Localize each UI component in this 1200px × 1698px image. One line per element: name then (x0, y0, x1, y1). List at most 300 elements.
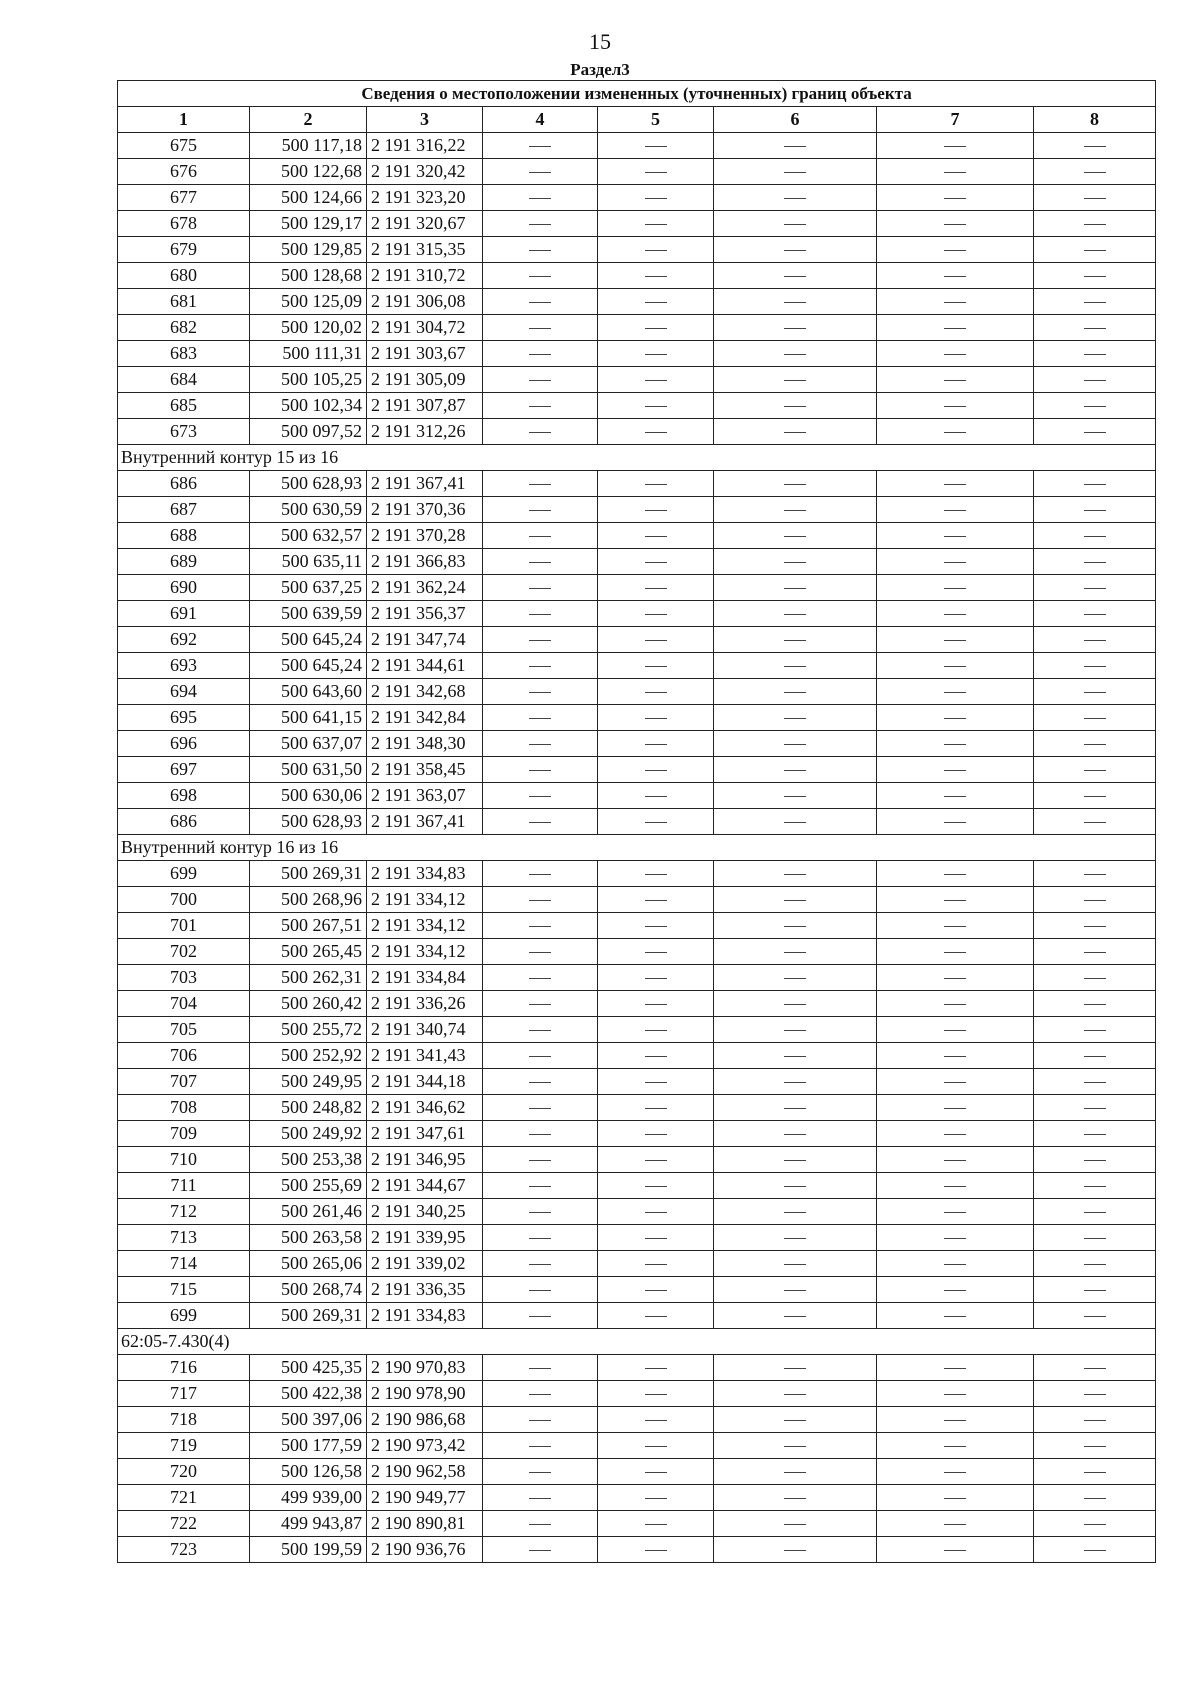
dash-mark (645, 328, 667, 329)
dash-mark (1084, 172, 1106, 173)
empty-cell (1034, 1147, 1156, 1173)
dash-mark (944, 1212, 966, 1213)
dash-mark (784, 1186, 806, 1187)
coordinate-x: 500 262,31 (250, 965, 367, 991)
point-number: 701 (118, 913, 250, 939)
dash-mark (784, 1108, 806, 1109)
coordinate-x: 500 631,50 (250, 757, 367, 783)
coordinate-y: 2 191 315,35 (367, 237, 483, 263)
dash-mark (944, 1004, 966, 1005)
empty-cell (714, 471, 877, 497)
coordinate-y: 2 191 336,26 (367, 991, 483, 1017)
coordinate-y: 2 191 312,26 (367, 419, 483, 445)
coordinate-x: 500 117,18 (250, 133, 367, 159)
dash-mark (645, 1186, 667, 1187)
empty-cell (1034, 1303, 1156, 1329)
empty-cell (714, 783, 877, 809)
point-number: 717 (118, 1381, 250, 1407)
dash-mark (529, 198, 551, 199)
empty-cell (483, 991, 598, 1017)
dash-mark (645, 432, 667, 433)
empty-cell (877, 1537, 1034, 1563)
dash-mark (784, 1004, 806, 1005)
dash-mark (1084, 770, 1106, 771)
empty-cell (483, 1251, 598, 1277)
table-row (118, 1381, 1156, 1407)
dash-mark (1084, 1550, 1106, 1551)
point-number: 710 (118, 1147, 250, 1173)
dash-mark (944, 1498, 966, 1499)
dash-mark (529, 1368, 551, 1369)
empty-cell (714, 1069, 877, 1095)
empty-cell (598, 471, 714, 497)
point-number: 705 (118, 1017, 250, 1043)
dash-mark (645, 1056, 667, 1057)
empty-cell (877, 1251, 1034, 1277)
empty-cell (598, 1485, 714, 1511)
empty-cell (877, 965, 1034, 991)
dash-mark (645, 1420, 667, 1421)
dash-mark (1084, 1134, 1106, 1135)
dash-mark (1084, 822, 1106, 823)
empty-cell (1034, 263, 1156, 289)
group-row (118, 1329, 1156, 1355)
coordinate-x: 500 641,15 (250, 705, 367, 731)
point-number: 721 (118, 1485, 250, 1511)
dash-mark (784, 354, 806, 355)
point-number: 699 (118, 1303, 250, 1329)
empty-cell (877, 185, 1034, 211)
empty-cell (877, 471, 1034, 497)
empty-cell (1034, 1225, 1156, 1251)
dash-mark (529, 562, 551, 563)
empty-cell (483, 1043, 598, 1069)
table-row (118, 575, 1156, 601)
coordinate-x: 500 261,46 (250, 1199, 367, 1225)
table-row (118, 237, 1156, 263)
empty-cell (598, 1277, 714, 1303)
table-row (118, 653, 1156, 679)
empty-cell (714, 991, 877, 1017)
table-row (118, 809, 1156, 835)
empty-cell (598, 419, 714, 445)
empty-cell (714, 263, 877, 289)
dash-mark (645, 822, 667, 823)
point-number: 692 (118, 627, 250, 653)
point-number: 680 (118, 263, 250, 289)
dash-mark (944, 1082, 966, 1083)
coordinate-y: 2 191 342,68 (367, 679, 483, 705)
dash-mark (1084, 692, 1106, 693)
dash-mark (1084, 510, 1106, 511)
point-number: 685 (118, 393, 250, 419)
coordinate-x: 500 255,69 (250, 1173, 367, 1199)
dash-mark (944, 484, 966, 485)
empty-cell (483, 1433, 598, 1459)
dash-mark (529, 692, 551, 693)
dash-mark (1084, 1212, 1106, 1213)
empty-cell (1034, 133, 1156, 159)
dash-mark (529, 1108, 551, 1109)
empty-cell (598, 1381, 714, 1407)
empty-cell (877, 159, 1034, 185)
coordinate-y: 2 190 978,90 (367, 1381, 483, 1407)
empty-cell (1034, 965, 1156, 991)
dash-mark (944, 1056, 966, 1057)
point-number: 686 (118, 471, 250, 497)
coordinate-y: 2 191 366,83 (367, 549, 483, 575)
dash-mark (944, 1446, 966, 1447)
empty-cell (598, 1199, 714, 1225)
empty-cell (877, 419, 1034, 445)
column-header: 4 (483, 107, 598, 133)
dash-mark (645, 354, 667, 355)
empty-cell (483, 1017, 598, 1043)
dash-mark (944, 796, 966, 797)
point-number: 681 (118, 289, 250, 315)
dash-mark (1084, 380, 1106, 381)
dash-mark (529, 1550, 551, 1551)
empty-cell (877, 809, 1034, 835)
empty-cell (1034, 653, 1156, 679)
empty-cell (483, 913, 598, 939)
empty-cell (483, 549, 598, 575)
coordinate-x: 499 939,00 (250, 1485, 367, 1511)
coordinate-y: 2 190 970,83 (367, 1355, 483, 1381)
dash-mark (784, 1446, 806, 1447)
point-number: 689 (118, 549, 250, 575)
dash-mark (529, 718, 551, 719)
dash-mark (944, 1134, 966, 1135)
dash-mark (784, 224, 806, 225)
empty-cell (598, 575, 714, 601)
table-row (118, 1069, 1156, 1095)
dash-mark (645, 588, 667, 589)
table-row (118, 497, 1156, 523)
empty-cell (1034, 237, 1156, 263)
empty-cell (483, 679, 598, 705)
coordinate-y: 2 191 344,18 (367, 1069, 483, 1095)
empty-cell (877, 1095, 1034, 1121)
dash-mark (1084, 1498, 1106, 1499)
dash-mark (529, 666, 551, 667)
empty-cell (1034, 315, 1156, 341)
dash-mark (645, 978, 667, 979)
coordinate-y: 2 190 986,68 (367, 1407, 483, 1433)
point-number: 723 (118, 1537, 250, 1563)
empty-cell (483, 783, 598, 809)
coordinate-y: 2 191 304,72 (367, 315, 483, 341)
coordinate-y: 2 191 334,84 (367, 965, 483, 991)
empty-cell (714, 757, 877, 783)
empty-cell (483, 601, 598, 627)
empty-cell (1034, 393, 1156, 419)
table-row (118, 1277, 1156, 1303)
empty-cell (877, 263, 1034, 289)
empty-cell (714, 1537, 877, 1563)
point-number: 699 (118, 861, 250, 887)
dash-mark (529, 978, 551, 979)
coordinate-y: 2 191 344,61 (367, 653, 483, 679)
dash-mark (1084, 900, 1106, 901)
empty-cell (1034, 939, 1156, 965)
dash-mark (1084, 1368, 1106, 1369)
dash-mark (944, 614, 966, 615)
coordinate-x: 500 111,31 (250, 341, 367, 367)
empty-cell (877, 575, 1034, 601)
empty-cell (598, 1173, 714, 1199)
point-number: 690 (118, 575, 250, 601)
column-header: 3 (367, 107, 483, 133)
empty-cell (714, 653, 877, 679)
coordinate-x: 499 943,87 (250, 1511, 367, 1537)
dash-mark (1084, 276, 1106, 277)
dash-mark (784, 380, 806, 381)
empty-cell (598, 1121, 714, 1147)
dash-mark (529, 276, 551, 277)
coordinate-x: 500 425,35 (250, 1355, 367, 1381)
empty-cell (1034, 1277, 1156, 1303)
empty-cell (1034, 471, 1156, 497)
empty-cell (598, 237, 714, 263)
column-header: 5 (598, 107, 714, 133)
empty-cell (483, 1303, 598, 1329)
coordinate-y: 2 190 936,76 (367, 1537, 483, 1563)
empty-cell (1034, 1537, 1156, 1563)
dash-mark (1084, 874, 1106, 875)
coordinate-y: 2 191 344,67 (367, 1173, 483, 1199)
dash-mark (784, 1056, 806, 1057)
empty-cell (598, 601, 714, 627)
coordinate-y: 2 190 890,81 (367, 1511, 483, 1537)
dash-mark (944, 354, 966, 355)
coordinate-y: 2 191 362,24 (367, 575, 483, 601)
coordinate-y: 2 191 320,42 (367, 159, 483, 185)
dash-mark (944, 198, 966, 199)
empty-cell (714, 341, 877, 367)
dash-mark (784, 276, 806, 277)
empty-cell (598, 1511, 714, 1537)
dash-mark (944, 406, 966, 407)
coordinate-y: 2 191 356,37 (367, 601, 483, 627)
dash-mark (529, 302, 551, 303)
point-number: 676 (118, 159, 250, 185)
dash-mark (529, 380, 551, 381)
dash-mark (645, 562, 667, 563)
empty-cell (877, 1277, 1034, 1303)
dash-mark (645, 380, 667, 381)
empty-cell (598, 965, 714, 991)
empty-cell (714, 809, 877, 835)
empty-cell (714, 1043, 877, 1069)
empty-cell (598, 1355, 714, 1381)
coordinate-x: 500 637,25 (250, 575, 367, 601)
empty-cell (483, 939, 598, 965)
dash-mark (529, 328, 551, 329)
dash-mark (784, 328, 806, 329)
empty-cell (1034, 601, 1156, 627)
empty-cell (598, 341, 714, 367)
dash-mark (529, 614, 551, 615)
empty-cell (598, 497, 714, 523)
coordinate-y: 2 191 347,74 (367, 627, 483, 653)
empty-cell (483, 367, 598, 393)
table-row (118, 471, 1156, 497)
dash-mark (944, 1290, 966, 1291)
table-row (118, 1147, 1156, 1173)
empty-cell (483, 1069, 598, 1095)
coordinate-x: 500 097,52 (250, 419, 367, 445)
empty-cell (714, 1147, 877, 1173)
empty-cell (598, 1147, 714, 1173)
dash-mark (529, 874, 551, 875)
empty-cell (483, 497, 598, 523)
dash-mark (1084, 536, 1106, 537)
coordinate-y: 2 191 340,74 (367, 1017, 483, 1043)
dash-mark (944, 926, 966, 927)
dash-mark (645, 1498, 667, 1499)
dash-mark (645, 770, 667, 771)
empty-cell (714, 1017, 877, 1043)
empty-cell (1034, 419, 1156, 445)
dash-mark (529, 952, 551, 953)
dash-mark (944, 978, 966, 979)
dash-mark (529, 406, 551, 407)
dash-mark (944, 1030, 966, 1031)
dash-mark (529, 1316, 551, 1317)
empty-cell (714, 1433, 877, 1459)
dash-mark (645, 614, 667, 615)
dash-mark (944, 1160, 966, 1161)
dash-mark (645, 1160, 667, 1161)
empty-cell (483, 133, 598, 159)
dash-mark (1084, 1394, 1106, 1395)
dash-mark (645, 718, 667, 719)
coordinate-x: 500 265,06 (250, 1251, 367, 1277)
dash-mark (944, 874, 966, 875)
empty-cell (714, 861, 877, 887)
dash-mark (944, 328, 966, 329)
table-row (118, 679, 1156, 705)
dash-mark (645, 250, 667, 251)
coordinate-y: 2 191 342,84 (367, 705, 483, 731)
table-row (118, 705, 1156, 731)
empty-cell (1034, 1173, 1156, 1199)
empty-cell (714, 549, 877, 575)
table-row (118, 913, 1156, 939)
empty-cell (1034, 211, 1156, 237)
empty-cell (714, 1277, 877, 1303)
empty-cell (714, 575, 877, 601)
table-row (118, 1173, 1156, 1199)
point-number: 718 (118, 1407, 250, 1433)
dash-mark (784, 1134, 806, 1135)
dash-mark (944, 536, 966, 537)
group-label: Внутренний контур 15 из 16 (118, 445, 1156, 471)
empty-cell (483, 263, 598, 289)
coordinate-x: 500 632,57 (250, 523, 367, 549)
coordinate-x: 500 126,58 (250, 1459, 367, 1485)
dash-mark (529, 1004, 551, 1005)
empty-cell (714, 393, 877, 419)
dash-mark (645, 1550, 667, 1551)
empty-cell (1034, 1043, 1156, 1069)
coordinate-x: 500 628,93 (250, 809, 367, 835)
dash-mark (645, 276, 667, 277)
empty-cell (877, 1225, 1034, 1251)
dash-mark (529, 1056, 551, 1057)
coordinate-x: 500 635,11 (250, 549, 367, 575)
empty-cell (483, 419, 598, 445)
point-number: 694 (118, 679, 250, 705)
dash-mark (944, 640, 966, 641)
coordinate-x: 500 630,06 (250, 783, 367, 809)
dash-mark (944, 1238, 966, 1239)
dash-mark (944, 744, 966, 745)
coordinate-y: 2 191 334,12 (367, 887, 483, 913)
dash-mark (645, 666, 667, 667)
coordinate-y: 2 191 334,12 (367, 939, 483, 965)
empty-cell (714, 679, 877, 705)
point-number: 696 (118, 731, 250, 757)
table-row (118, 1095, 1156, 1121)
empty-cell (598, 991, 714, 1017)
dash-mark (784, 952, 806, 953)
empty-cell (1034, 705, 1156, 731)
table-row (118, 965, 1156, 991)
dash-mark (529, 1394, 551, 1395)
coordinate-y: 2 190 973,42 (367, 1433, 483, 1459)
dash-mark (645, 1446, 667, 1447)
dash-mark (529, 1186, 551, 1187)
dash-mark (1084, 1004, 1106, 1005)
dash-mark (529, 354, 551, 355)
dash-mark (529, 744, 551, 745)
point-number: 682 (118, 315, 250, 341)
dash-mark (529, 900, 551, 901)
dash-mark (944, 1264, 966, 1265)
empty-cell (1034, 679, 1156, 705)
dash-mark (645, 1082, 667, 1083)
dash-mark (645, 302, 667, 303)
coordinate-x: 500 422,38 (250, 1381, 367, 1407)
coordinate-y: 2 191 341,43 (367, 1043, 483, 1069)
empty-cell (598, 939, 714, 965)
empty-cell (714, 1381, 877, 1407)
coordinate-x: 500 630,59 (250, 497, 367, 523)
empty-cell (1034, 1355, 1156, 1381)
coordinate-y: 2 191 323,20 (367, 185, 483, 211)
empty-cell (877, 1017, 1034, 1043)
dash-mark (1084, 432, 1106, 433)
dash-mark (1084, 1160, 1106, 1161)
dash-mark (1084, 1056, 1106, 1057)
empty-cell (598, 289, 714, 315)
coordinate-y: 2 191 358,45 (367, 757, 483, 783)
table-row (118, 549, 1156, 575)
empty-cell (598, 1303, 714, 1329)
dash-mark (529, 1030, 551, 1031)
empty-cell (877, 1173, 1034, 1199)
group-label: 62:05-7.430(4) (118, 1329, 1156, 1355)
point-number: 679 (118, 237, 250, 263)
coordinate-x: 500 255,72 (250, 1017, 367, 1043)
point-number: 698 (118, 783, 250, 809)
point-number: 678 (118, 211, 250, 237)
dash-mark (1084, 1238, 1106, 1239)
coordinate-x: 500 253,38 (250, 1147, 367, 1173)
empty-cell (714, 1511, 877, 1537)
